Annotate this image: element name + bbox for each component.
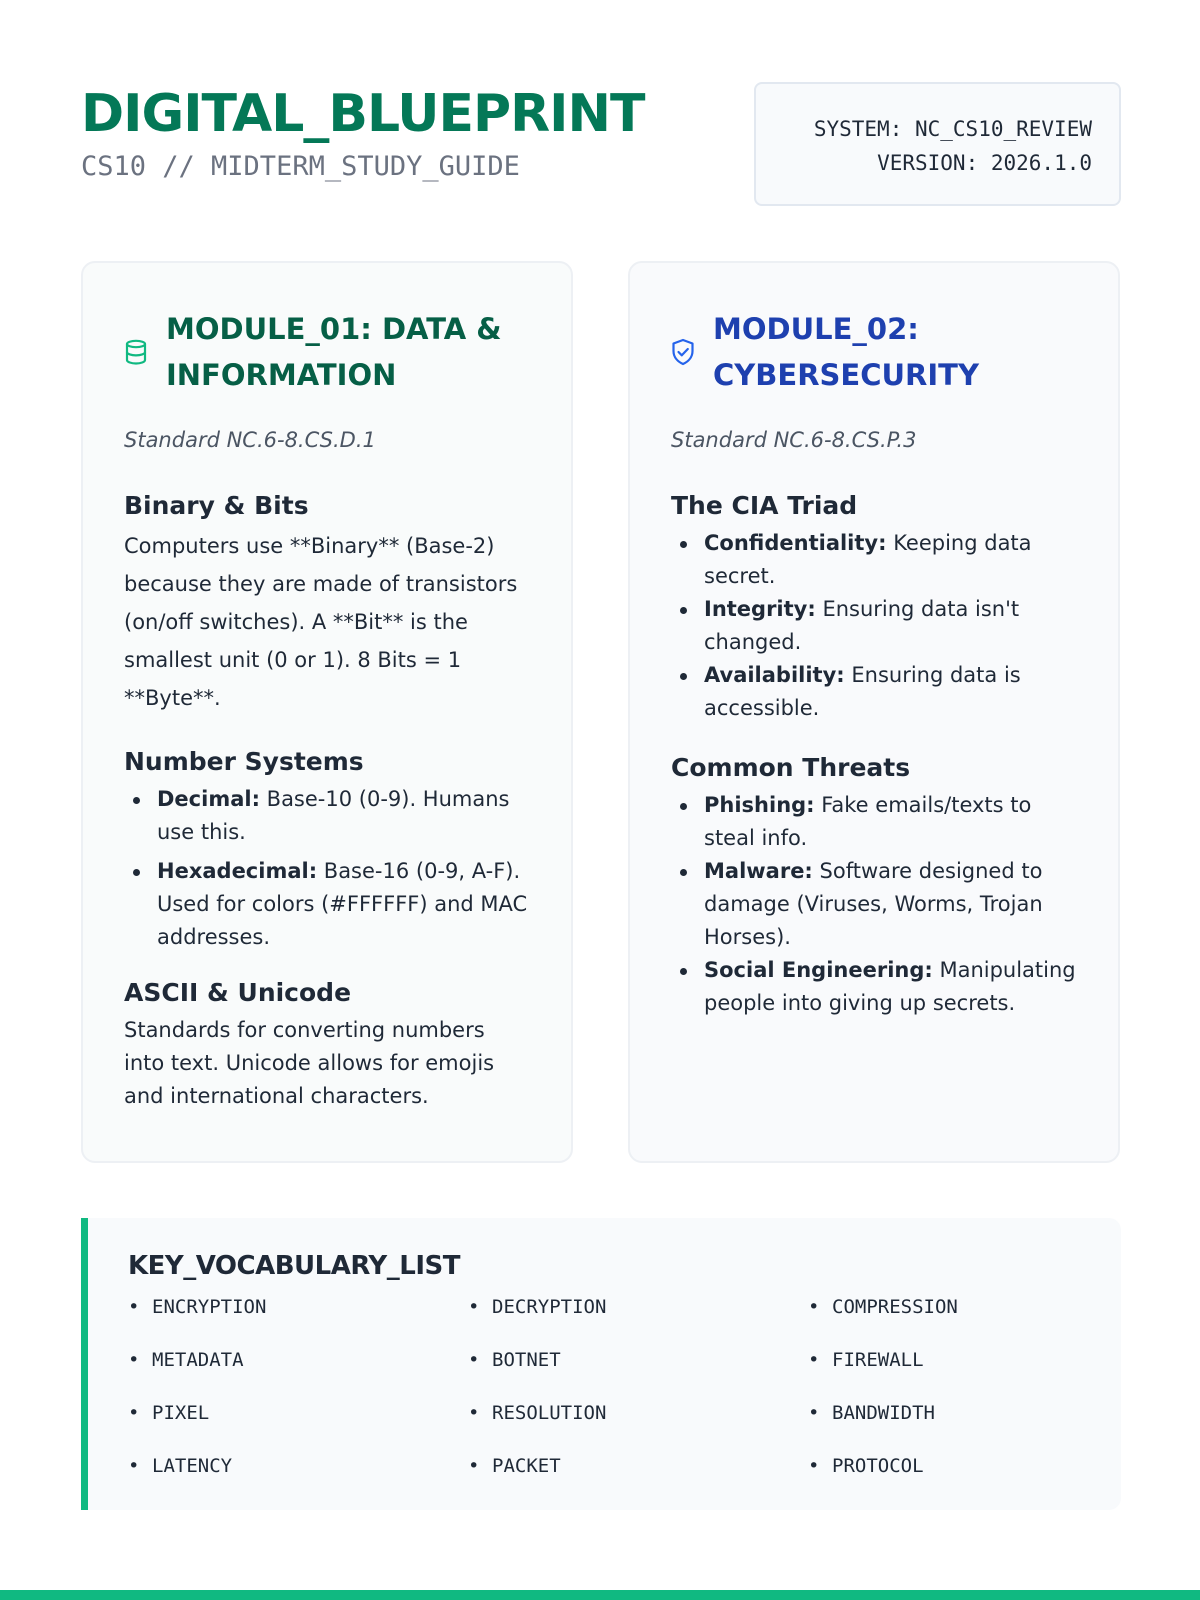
bullet-icon: • <box>128 1455 140 1477</box>
section-heading: The CIA Triad <box>671 491 858 520</box>
list-item-desc: Base-16 (0-9, A-F). Used for colors (#FFFFFF) and MAC addresses. <box>157 859 528 949</box>
bullet-icon: • <box>808 1349 820 1371</box>
vocabulary-word: PROTOCOL <box>832 1455 924 1477</box>
bullet-list <box>671 789 1078 1020</box>
vocabulary-word: DECRYPTION <box>492 1296 607 1318</box>
bullet-icon: • <box>128 1349 140 1371</box>
section-text: Standards for converting numbers into text. Unicode allows for emojis and international characters. <box>124 1018 495 1108</box>
section-heading: ASCII & Unicode <box>124 978 352 1007</box>
list-item <box>671 789 1078 855</box>
section-text: Computers use **Binary** (Base-2) because they are made of transistors (on/off switches). A **Bit** is the smallest unit (0 or 1). 8 Bits = 1 **Byte**. <box>124 534 518 710</box>
version-line: VERSION: 2026.1.0 <box>877 151 1092 175</box>
bullet-list <box>671 527 1078 725</box>
vocabulary-word: BANDWIDTH <box>832 1402 935 1424</box>
vocabulary-item <box>808 1451 1148 1504</box>
bullet-list <box>124 783 531 954</box>
bullet-icon: • <box>468 1349 480 1371</box>
vocabulary-word: LATENCY <box>152 1455 233 1477</box>
page-subtitle: CS10 // MIDTERM_STUDY_GUIDE <box>81 151 520 182</box>
vocabulary-item <box>128 1345 468 1398</box>
vocabulary-item <box>468 1345 808 1398</box>
shield-check-icon <box>671 338 701 366</box>
list-item-term: Phishing: <box>704 793 815 817</box>
module-standard: Standard NC.6-8.CS.D.1 <box>124 428 376 452</box>
vocabulary-item <box>128 1398 468 1451</box>
vocabulary-panel <box>81 1218 1121 1510</box>
bullet-icon: • <box>468 1402 480 1424</box>
section-number-systems <box>124 747 531 954</box>
vocabulary-word: BOTNET <box>492 1349 561 1371</box>
bullet-icon: • <box>808 1455 820 1477</box>
module-header <box>671 303 1078 401</box>
vocabulary-word: COMPRESSION <box>832 1296 958 1318</box>
vocabulary-item <box>128 1451 468 1504</box>
list-item <box>671 954 1078 1020</box>
module-header <box>124 303 531 401</box>
bullet-icon: • <box>808 1296 820 1318</box>
list-item-desc: Fake emails/texts to steal info. <box>704 793 1032 850</box>
section-common-threats <box>671 753 1078 1020</box>
list-item-desc: Ensuring data isn't changed. <box>704 597 1020 654</box>
vocabulary-word: METADATA <box>152 1349 244 1371</box>
section-ascii-unicode <box>124 978 531 1113</box>
list-item <box>671 855 1078 954</box>
section-cia-triad <box>671 491 1078 725</box>
bullet-icon: • <box>468 1455 480 1477</box>
list-item <box>671 593 1078 659</box>
list-item <box>671 659 1078 725</box>
module-title: MODULE_02: CYBERSECURITY <box>713 312 979 392</box>
section-heading: Common Threats <box>671 753 911 782</box>
section-heading: Number Systems <box>124 747 364 776</box>
vocabulary-title: KEY_VOCABULARY_LIST <box>128 1251 460 1281</box>
list-item-term: Social Engineering: <box>704 958 933 982</box>
bullet-icon: • <box>468 1296 480 1318</box>
vocabulary-word: ENCRYPTION <box>152 1296 267 1318</box>
system-info-box <box>754 82 1121 206</box>
vocabulary-word: FIREWALL <box>832 1349 924 1371</box>
bullet-icon: • <box>808 1402 820 1424</box>
list-item <box>124 855 531 954</box>
list-item-term: Malware: <box>704 859 813 883</box>
module-card-data <box>81 261 573 1163</box>
module-title: MODULE_01: DATA & INFORMATION <box>166 312 502 392</box>
vocabulary-word: PACKET <box>492 1455 561 1477</box>
list-item-desc: Ensuring data is accessible. <box>704 663 1021 720</box>
list-item-desc: Software designed to damage (Viruses, Worms, Trojan Horses). <box>704 859 1043 949</box>
module-card-cybersecurity <box>628 261 1120 1163</box>
database-icon <box>124 339 154 365</box>
vocabulary-item <box>808 1398 1148 1451</box>
vocabulary-item <box>468 1451 808 1504</box>
list-item-term: Hexadecimal: <box>157 859 318 883</box>
section-heading: Binary & Bits <box>124 491 309 520</box>
page-title: DIGITAL_BLUEPRINT <box>81 84 645 144</box>
list-item-desc: Keeping data secret. <box>704 531 1032 588</box>
vocabulary-item <box>808 1345 1148 1398</box>
vocabulary-grid <box>128 1292 1081 1504</box>
bullet-icon: • <box>128 1402 140 1424</box>
page-header <box>81 80 1121 205</box>
list-item-desc: Base-10 (0-9). Humans use this. <box>157 787 510 844</box>
list-item <box>671 527 1078 593</box>
vocabulary-item <box>128 1292 468 1345</box>
section-binary-bits <box>124 491 531 717</box>
list-item <box>124 783 531 849</box>
module-standard: Standard NC.6-8.CS.P.3 <box>671 428 917 452</box>
vocabulary-item <box>468 1398 808 1451</box>
list-item-term: Availability: <box>704 663 845 687</box>
system-line: SYSTEM: NC_CS10_REVIEW <box>813 117 1092 141</box>
list-item-desc: Manipulating people into giving up secrets. <box>704 958 1076 1015</box>
vocabulary-item <box>808 1292 1148 1345</box>
bullet-icon: • <box>128 1296 140 1318</box>
vocabulary-word: PIXEL <box>152 1402 210 1424</box>
list-item-term: Integrity: <box>704 597 816 621</box>
vocabulary-word: RESOLUTION <box>492 1402 607 1424</box>
bottom-accent-bar <box>0 1590 1200 1600</box>
vocabulary-item <box>468 1292 808 1345</box>
list-item-term: Confidentiality: <box>704 531 887 555</box>
list-item-term: Decimal: <box>157 787 260 811</box>
